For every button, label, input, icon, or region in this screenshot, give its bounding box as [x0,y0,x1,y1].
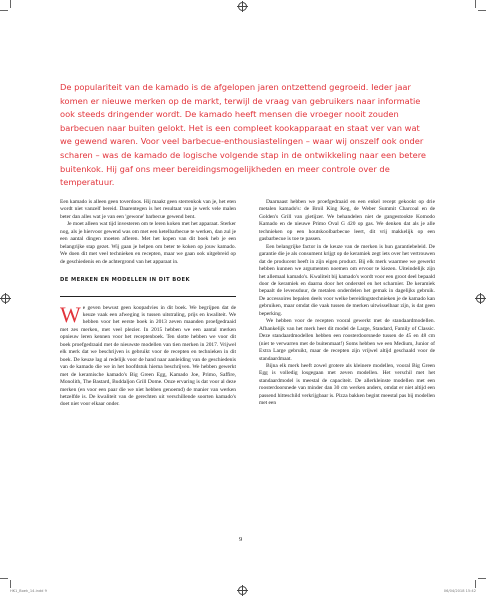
crop-mark [478,578,486,579]
body-paragraph: Daarnaast hebben we proefgedraaid en een enkel recept gekookt op drie metalen kamado's: de Broil King Keg, de Weber Summit Charcoal en de Golden's Grill van gietijzer. We behandelen niet de gangestookte Komodo Kamado en de nieuwe Primo Oval G 420 op gas. We denken dat als je alle technieken op een houtskoolbarbecue leert, dit vrij makkelijk op een gasbarbecue is toe te passen. [259,199,435,243]
slug-timestamp: 06/04/2018 15:42 [443,589,476,593]
left-column [60,199,236,409]
crop-mark [0,578,8,579]
section-paragraph [60,301,236,409]
drop-cap: W [60,301,81,327]
registration-mark-icon [238,2,247,11]
crop-mark [475,580,476,588]
crop-mark [10,0,11,8]
crop-mark [0,10,8,11]
crop-mark [478,10,486,11]
intro-text: De populariteit van de kamado is de afgelopen jaren ontzettend gegroeid. Ieder jaar komen er nieuwe merken op de markt, terwijl de vraag van gebruikers naar informatie ook steeds dringender wordt. De kamado heeft mensen die vroeger nooit zouden barbecuen naar buiten gelokt. Het is een compleet kookapparaat en staat ver van wat we gewend waren. Voor veel barbecue-enthousiastelingen – waar wij onszelf ook onder scharen – was de kamado de logische volgende stap in de ontwikkeling naar een betere buitenkok. Hij gaf ons meer bereidingsmogelijkheden en meer controle over de temperatuur. [60,82,427,188]
section-text: e geven bewust geen koopadvies in dit boek. We begrijpen dat de keuze vaak een afweging is tussen uitstraling, prijs en kwaliteit. We hebben voor het eerste boek in 2013 zeven maanden proefgedraaid met zes merken, met veel plezier. In 2015 hebben we een aantal merken opnieuw leren kennen voor het receptenboek. Ten slotte hebben we voor dit boek proefgedraaid met de nieuwste modellen van tien merken in 2017. Vrijwel elk merk dat we beschrijven is gebruikt voor de recepten en technieken in dit boek. De keuze lag al redelijk voor de hand naar aanleiding van de geschiedenis van de kamado die we in het hoofdstuk hierna beschrijven. We hebben gewerkt met de keramische kamado's Big Green Egg, Kamado Joe, Primo, Saffire, Monolith, The Bastard, Buddaljon Grill Dome. Onze ervaring is dat voor al deze merken (en voor een paar die we niet hebben genoemd) de manier van werken hetzelfde is. De kwaliteit van de gerechten uit verschillende soorten kamado's doet niet voor elkaar onder. [60,304,236,408]
registration-mark-icon [1,294,10,303]
crop-mark [475,0,476,8]
intro-paragraph [60,81,430,190]
slug-filename: HK1_Boek_14.indd 9 [10,589,47,593]
body-paragraph: Je moet alleen wat tijd investeren om te leren koken met het apparaat. Sterker nog, als je hiervoor gewend was om met een ketelbarbecue te werken, dan zul je een aantal dingen moeten afleren. Met het kopen van dit boek heb je een belangrijke stap gezet. Wij gaan je helpen om beter te koken op jouw kamado. We doen dit met veel technieken en recepten, maar we gaan ook uitgebreid op de geschiedenis en de achtergrond van het apparaat in. [60,221,236,265]
body-paragraph: Een kamado is alleen geen toverdoos. Hij maakt geen sterrenkok van je, het eten wordt niet vanzelf bereid. Daarentegen is het resultaat van je werk vele malen beter dan alles wat je van een 'gewone' barbecue gewend bent. [60,199,236,220]
page-number: 9 [239,536,243,543]
right-column [259,199,435,408]
crop-mark [10,580,11,588]
registration-mark-icon [238,586,247,595]
heading-rule [60,296,236,297]
section-heading: DE MERKEN EN MODELLEN IN DIT BOEK [60,277,190,284]
body-paragraph: We hebben voor de recepten vooral gewerkt met de standaardmodellen. Afhankelijk van het merk heet dit model de Large, Standard, Family of Classic. Deze standaardmodellen hebben een roosterdoorsnede tussen de 45 en 48 cm (niet te verwarren met de buitenmaat!) Soms hebben we een Medium, Junior of Extra Large gebruikt, maar de recepten zijn vrijwel altijd geschaald voor de standaardmaat. [259,318,435,362]
registration-mark-icon [476,294,485,303]
body-paragraph: Bijna elk merk heeft zowel grotere als kleinere modellen, vooral Big Green Egg is volledig losgegaan met zeven modellen. Het verschil met het standaardmodel is meestal de capaciteit. De allerkleinste modellen met een roosterdoorsnede van minder dan 30 cm werken anders, omdat er niet altijd een passend hitteschild verkrijgbaar is. Pizza bakken begint meestal pas bij modellen met een [259,362,435,407]
body-paragraph: Een belangrijke factor in de keuze van de merken is hun garantiebeleid. De garantie die je als consument krijgt op de keramiek zegt iets over het vertrouwen dat de producent heeft in zijn eigen product. Bij elk merk waarmee we gewerkt hebben kunnen we argumenten noemen om ervoor te kiezen. Uiteindelijk zijn het allemaal kamado's. Kwaliteit bij kamado's wordt voor een groot deel bepaald door de keramiek en daarna door het onderstel en het scharnier. De keramiek bepaalt de levensduur, de metalen onderdelen het gemak in dagelijks gebruik. De accessoires bepalen deels voor welke bereidingstechnieken je de kamado kan gebruiken, maar omdat die vaak tussen de merken uitwisselbaar zijn, is dat geen beperking. [259,243,435,317]
